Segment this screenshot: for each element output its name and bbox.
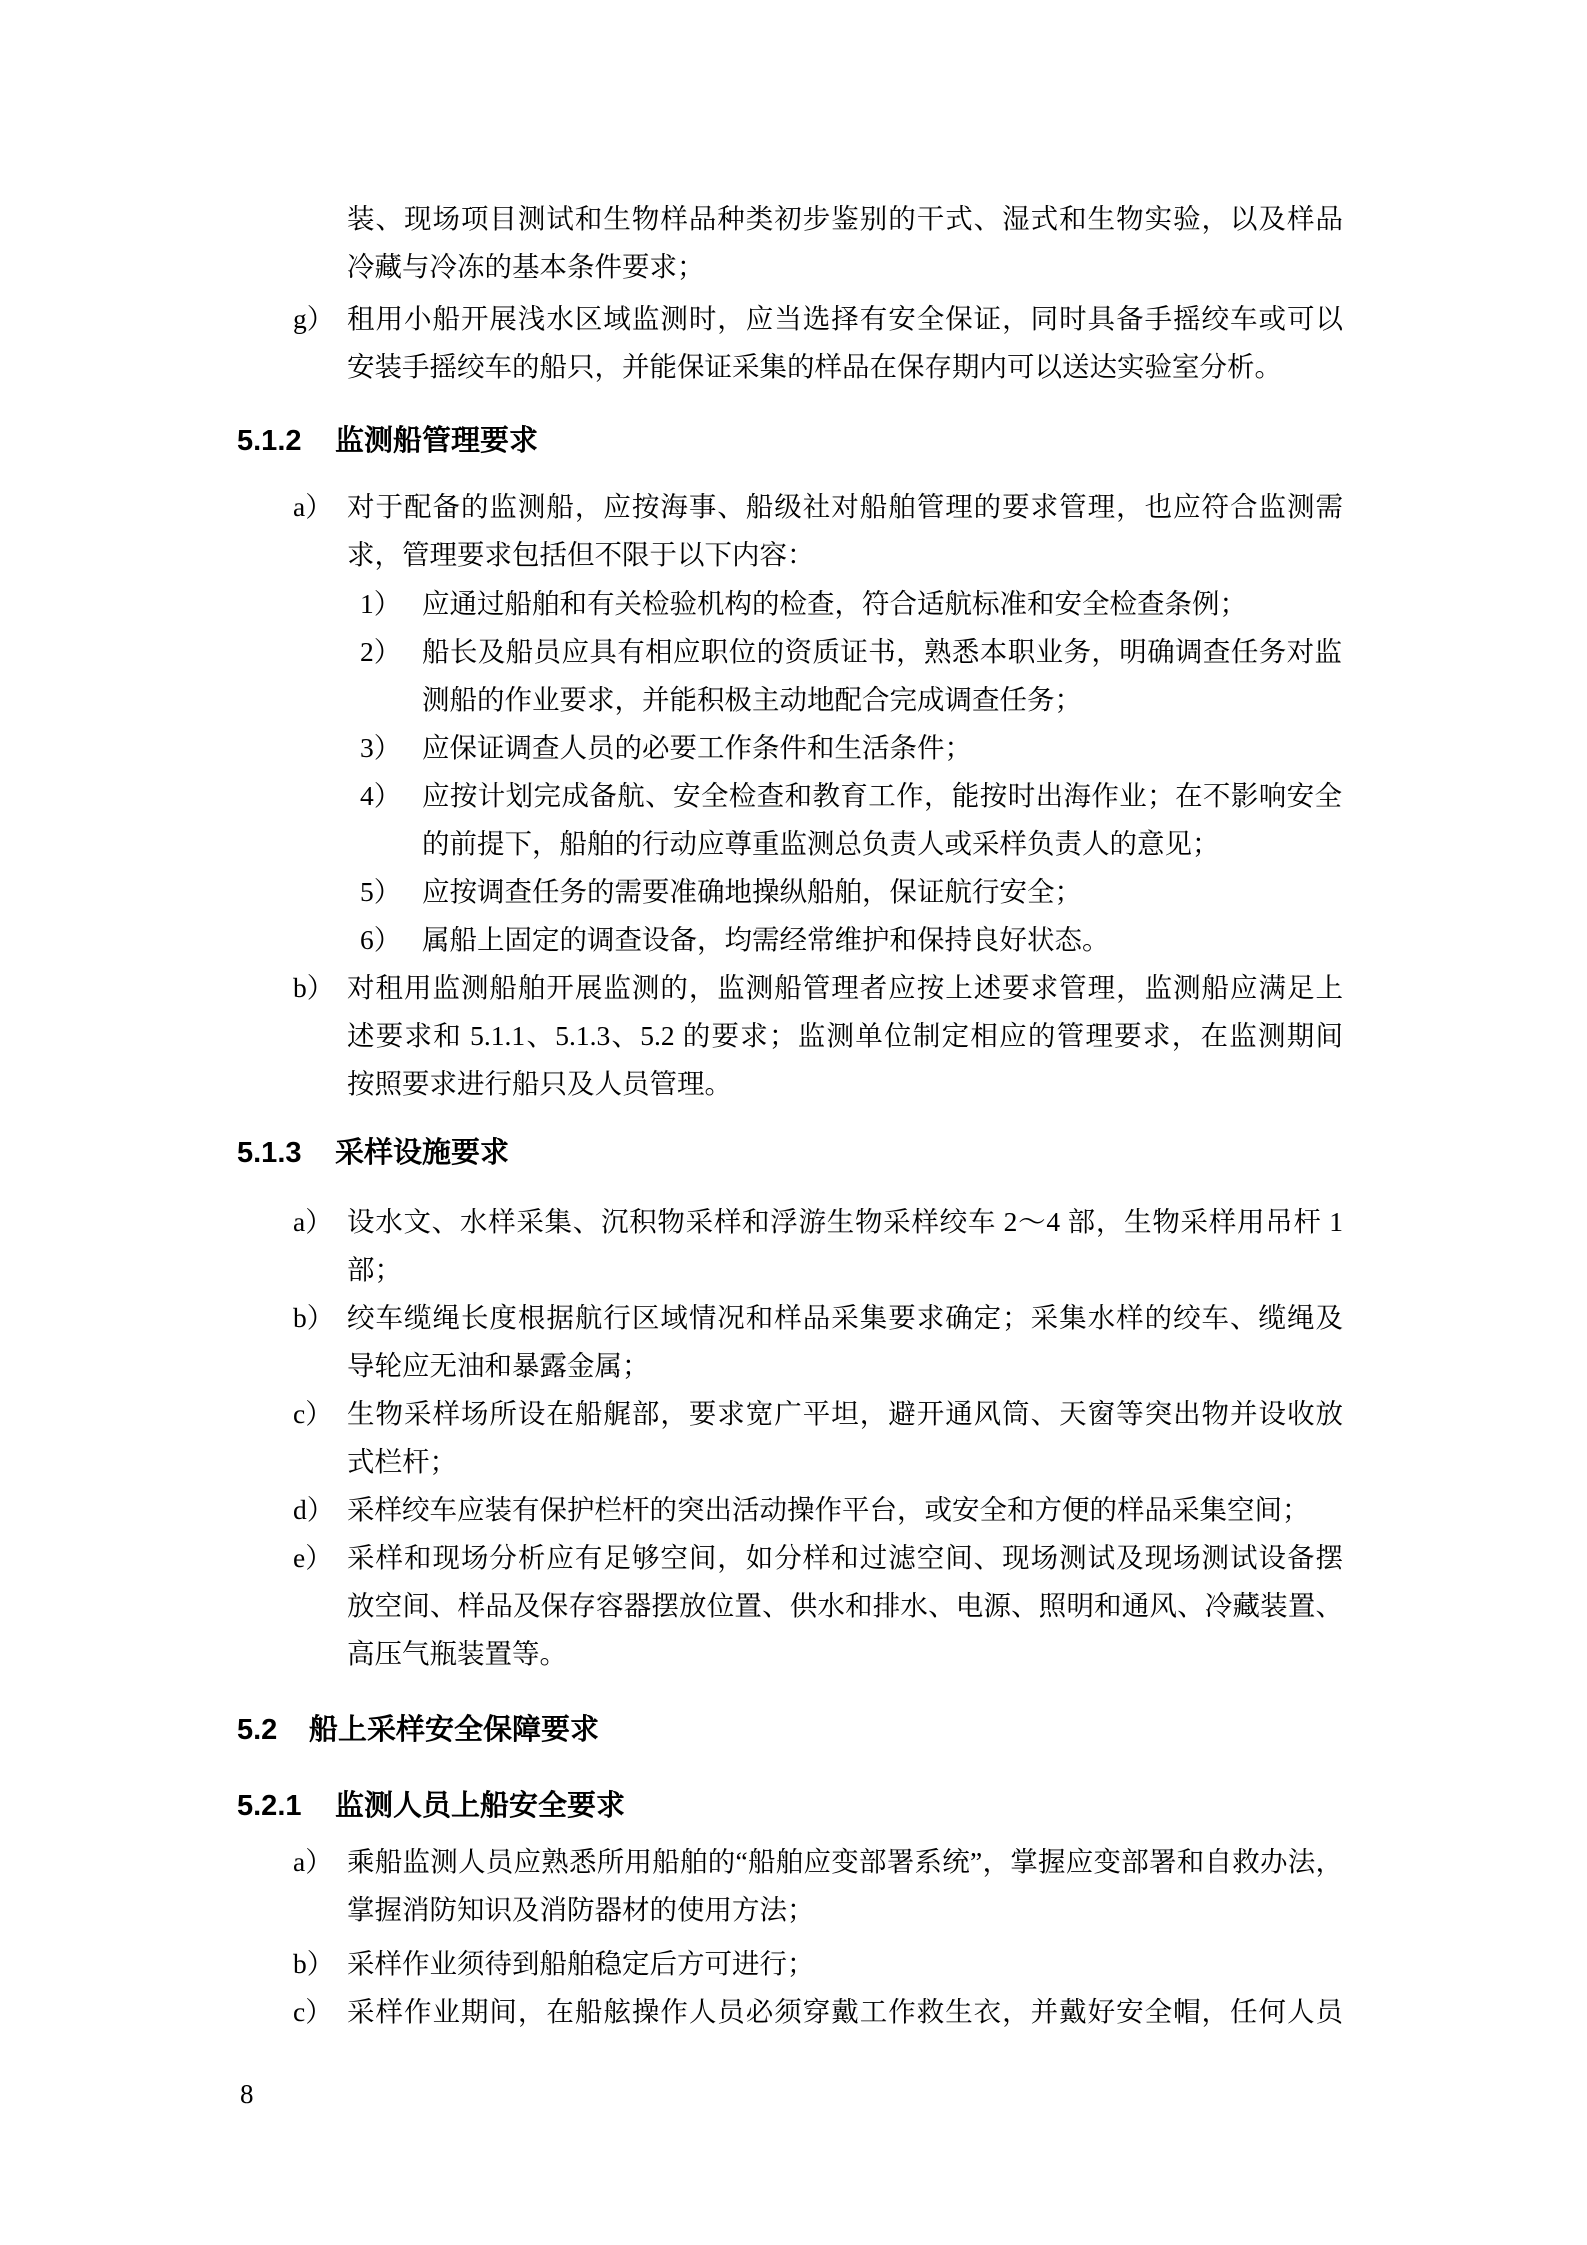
heading-title: 监测船管理要求 xyxy=(335,425,539,457)
text-line: 生物采样场所设在船艉部，要求宽广平坦，避开通风筒、天窗等突出物并设收放 xyxy=(347,1398,1343,1429)
paragraph-subitem-2 xyxy=(360,628,1342,724)
section-heading-5-2-1 xyxy=(237,1782,625,1830)
heading-number: 5.2.1 xyxy=(237,1790,302,1822)
item-label: a） xyxy=(293,1846,333,1877)
text-line: 装、现场项目测试和生物样品种类初步鉴别的干式、湿式和生物实验，以及样品 xyxy=(347,203,1343,234)
text-line: 式栏杆； xyxy=(347,1446,457,1477)
text-line: 安装手摇绞车的船只，并能保证采集的样品在保存期内可以送达实验室分析。 xyxy=(347,351,1282,382)
paragraph-item-b-513 xyxy=(293,1294,1343,1390)
subitem-label: 1） xyxy=(360,588,402,619)
item-label: c） xyxy=(293,1398,333,1429)
item-label: a） xyxy=(293,491,333,522)
page-number: 8 xyxy=(240,2079,254,2109)
text-line: 采样作业须待到船舶稳定后方可进行； xyxy=(347,1948,815,1979)
paragraph-item-f-continuation xyxy=(347,195,1343,291)
paragraph-item-c-521 xyxy=(293,1988,1343,2036)
text-line: 对于配备的监测船，应按海事、船级社对船舶管理的要求管理，也应符合监测需 xyxy=(347,491,1343,522)
paragraph-subitem-1 xyxy=(360,580,1342,628)
text-line: 的前提下，船舶的行动应尊重监测总负责人或采样负责人的意见； xyxy=(422,828,1220,859)
text-line: 应通过船舶和有关检验机构的检查，符合适航标准和安全检查条例； xyxy=(422,588,1247,619)
paragraph-subitem-3 xyxy=(360,724,1342,772)
paragraph-subitem-6 xyxy=(360,916,1342,964)
text-line: 对租用监测船舶开展监测的，监测船管理者应按上述要求管理，监测船应满足上 xyxy=(347,972,1343,1003)
text-line: 绞车缆绳长度根据航行区域情况和样品采集要求确定；采集水样的绞车、缆绳及 xyxy=(347,1302,1343,1333)
text-line: 冷藏与冷冻的基本条件要求； xyxy=(347,251,705,282)
text-line: 租用小船开展浅水区域监测时，应当选择有安全保证，同时具备手摇绞车或可以 xyxy=(347,303,1343,334)
paragraph-item-b-512 xyxy=(293,964,1343,1108)
item-label: g） xyxy=(293,303,335,334)
paragraph-subitem-5 xyxy=(360,868,1342,916)
text-line: 采样作业期间，在船舷操作人员必须穿戴工作救生衣，并戴好安全帽，任何人员 xyxy=(347,1996,1343,2027)
text-line: 采样和现场分析应有足够空间，如分样和过滤空间、现场测试及现场测试设备摆 xyxy=(347,1542,1343,1573)
item-label: b） xyxy=(293,1948,335,1979)
heading-number: 5.1.3 xyxy=(237,1137,302,1169)
text-line: 应按调查任务的需要准确地操纵船舶，保证航行安全； xyxy=(422,876,1082,907)
text-line: 应保证调查人员的必要工作条件和生活条件； xyxy=(422,732,972,763)
text-line: 船长及船员应具有相应职位的资质证书，熟悉本职业务，明确调查任务对监 xyxy=(422,636,1342,667)
text-line: 高压气瓶装置等。 xyxy=(347,1638,567,1669)
heading-title: 采样设施要求 xyxy=(335,1137,510,1169)
item-label: a） xyxy=(293,1206,333,1237)
text-line: 部； xyxy=(347,1254,402,1285)
item-label: e） xyxy=(293,1542,333,1573)
section-heading-5-1-3 xyxy=(237,1129,509,1177)
paragraph-item-e-513 xyxy=(293,1534,1343,1678)
text-line: 导轮应无油和暴露金属； xyxy=(347,1350,650,1381)
section-heading-5-2 xyxy=(237,1706,599,1754)
subitem-label: 2） xyxy=(360,636,402,667)
section-heading-5-1-2 xyxy=(237,417,538,465)
heading-title: 监测人员上船安全要求 xyxy=(335,1790,626,1822)
text-line: 设水文、水样采集、沉积物采样和浮游生物采样绞车 2～4 部，生物采样用吊杆 1 xyxy=(347,1206,1343,1237)
text-line: 测船的作业要求，并能积极主动地配合完成调查任务； xyxy=(422,684,1082,715)
text-line: 按照要求进行船只及人员管理。 xyxy=(347,1068,732,1099)
paragraph-item-a-521 xyxy=(293,1838,1343,1934)
text-line: 述要求和 5.1.1、5.1.3、5.2 的要求；监测单位制定相应的管理要求，在监测期间 xyxy=(347,1020,1343,1051)
paragraph-item-g xyxy=(293,295,1343,391)
text-line: 采样绞车应装有保护栏杆的突出活动操作平台，或安全和方便的样品采集空间； xyxy=(347,1494,1310,1525)
text-line: 属船上固定的调查设备，均需经常维护和保持良好状态。 xyxy=(422,924,1110,955)
heading-number: 5.1.2 xyxy=(237,425,302,457)
text-line: 掌握消防知识及消防器材的使用方法； xyxy=(347,1894,815,1925)
item-label: d） xyxy=(293,1494,335,1525)
subitem-label: 3） xyxy=(360,732,402,763)
paragraph-item-a-513 xyxy=(293,1198,1343,1294)
paragraph-item-d-513 xyxy=(293,1486,1343,1534)
item-label: c） xyxy=(293,1996,333,2027)
paragraph-item-b-521 xyxy=(293,1940,1343,1988)
subitem-label: 5） xyxy=(360,876,402,907)
heading-number: 5.2 xyxy=(237,1714,278,1746)
text-line: 放空间、样品及保存容器摆放位置、供水和排水、电源、照明和通风、冷藏装置、 xyxy=(347,1590,1343,1621)
text-line: 求，管理要求包括但不限于以下内容： xyxy=(347,539,815,570)
paragraph-subitem-4 xyxy=(360,772,1342,868)
item-label: b） xyxy=(293,1302,335,1333)
paragraph-item-a-512 xyxy=(293,483,1343,579)
subitem-label: 4） xyxy=(360,780,402,811)
paragraph-item-c-513 xyxy=(293,1390,1343,1486)
text-line: 应按计划完成备航、安全检查和教育工作，能按时出海作业；在不影响安全 xyxy=(422,780,1342,811)
subitem-label: 6） xyxy=(360,924,402,955)
text-line: 乘船监测人员应熟悉所用船舶的“船舶应变部署系统”，掌握应变部署和自救办法， xyxy=(347,1846,1343,1877)
item-label: b） xyxy=(293,972,335,1003)
heading-title: 船上采样安全保障要求 xyxy=(309,1714,600,1746)
